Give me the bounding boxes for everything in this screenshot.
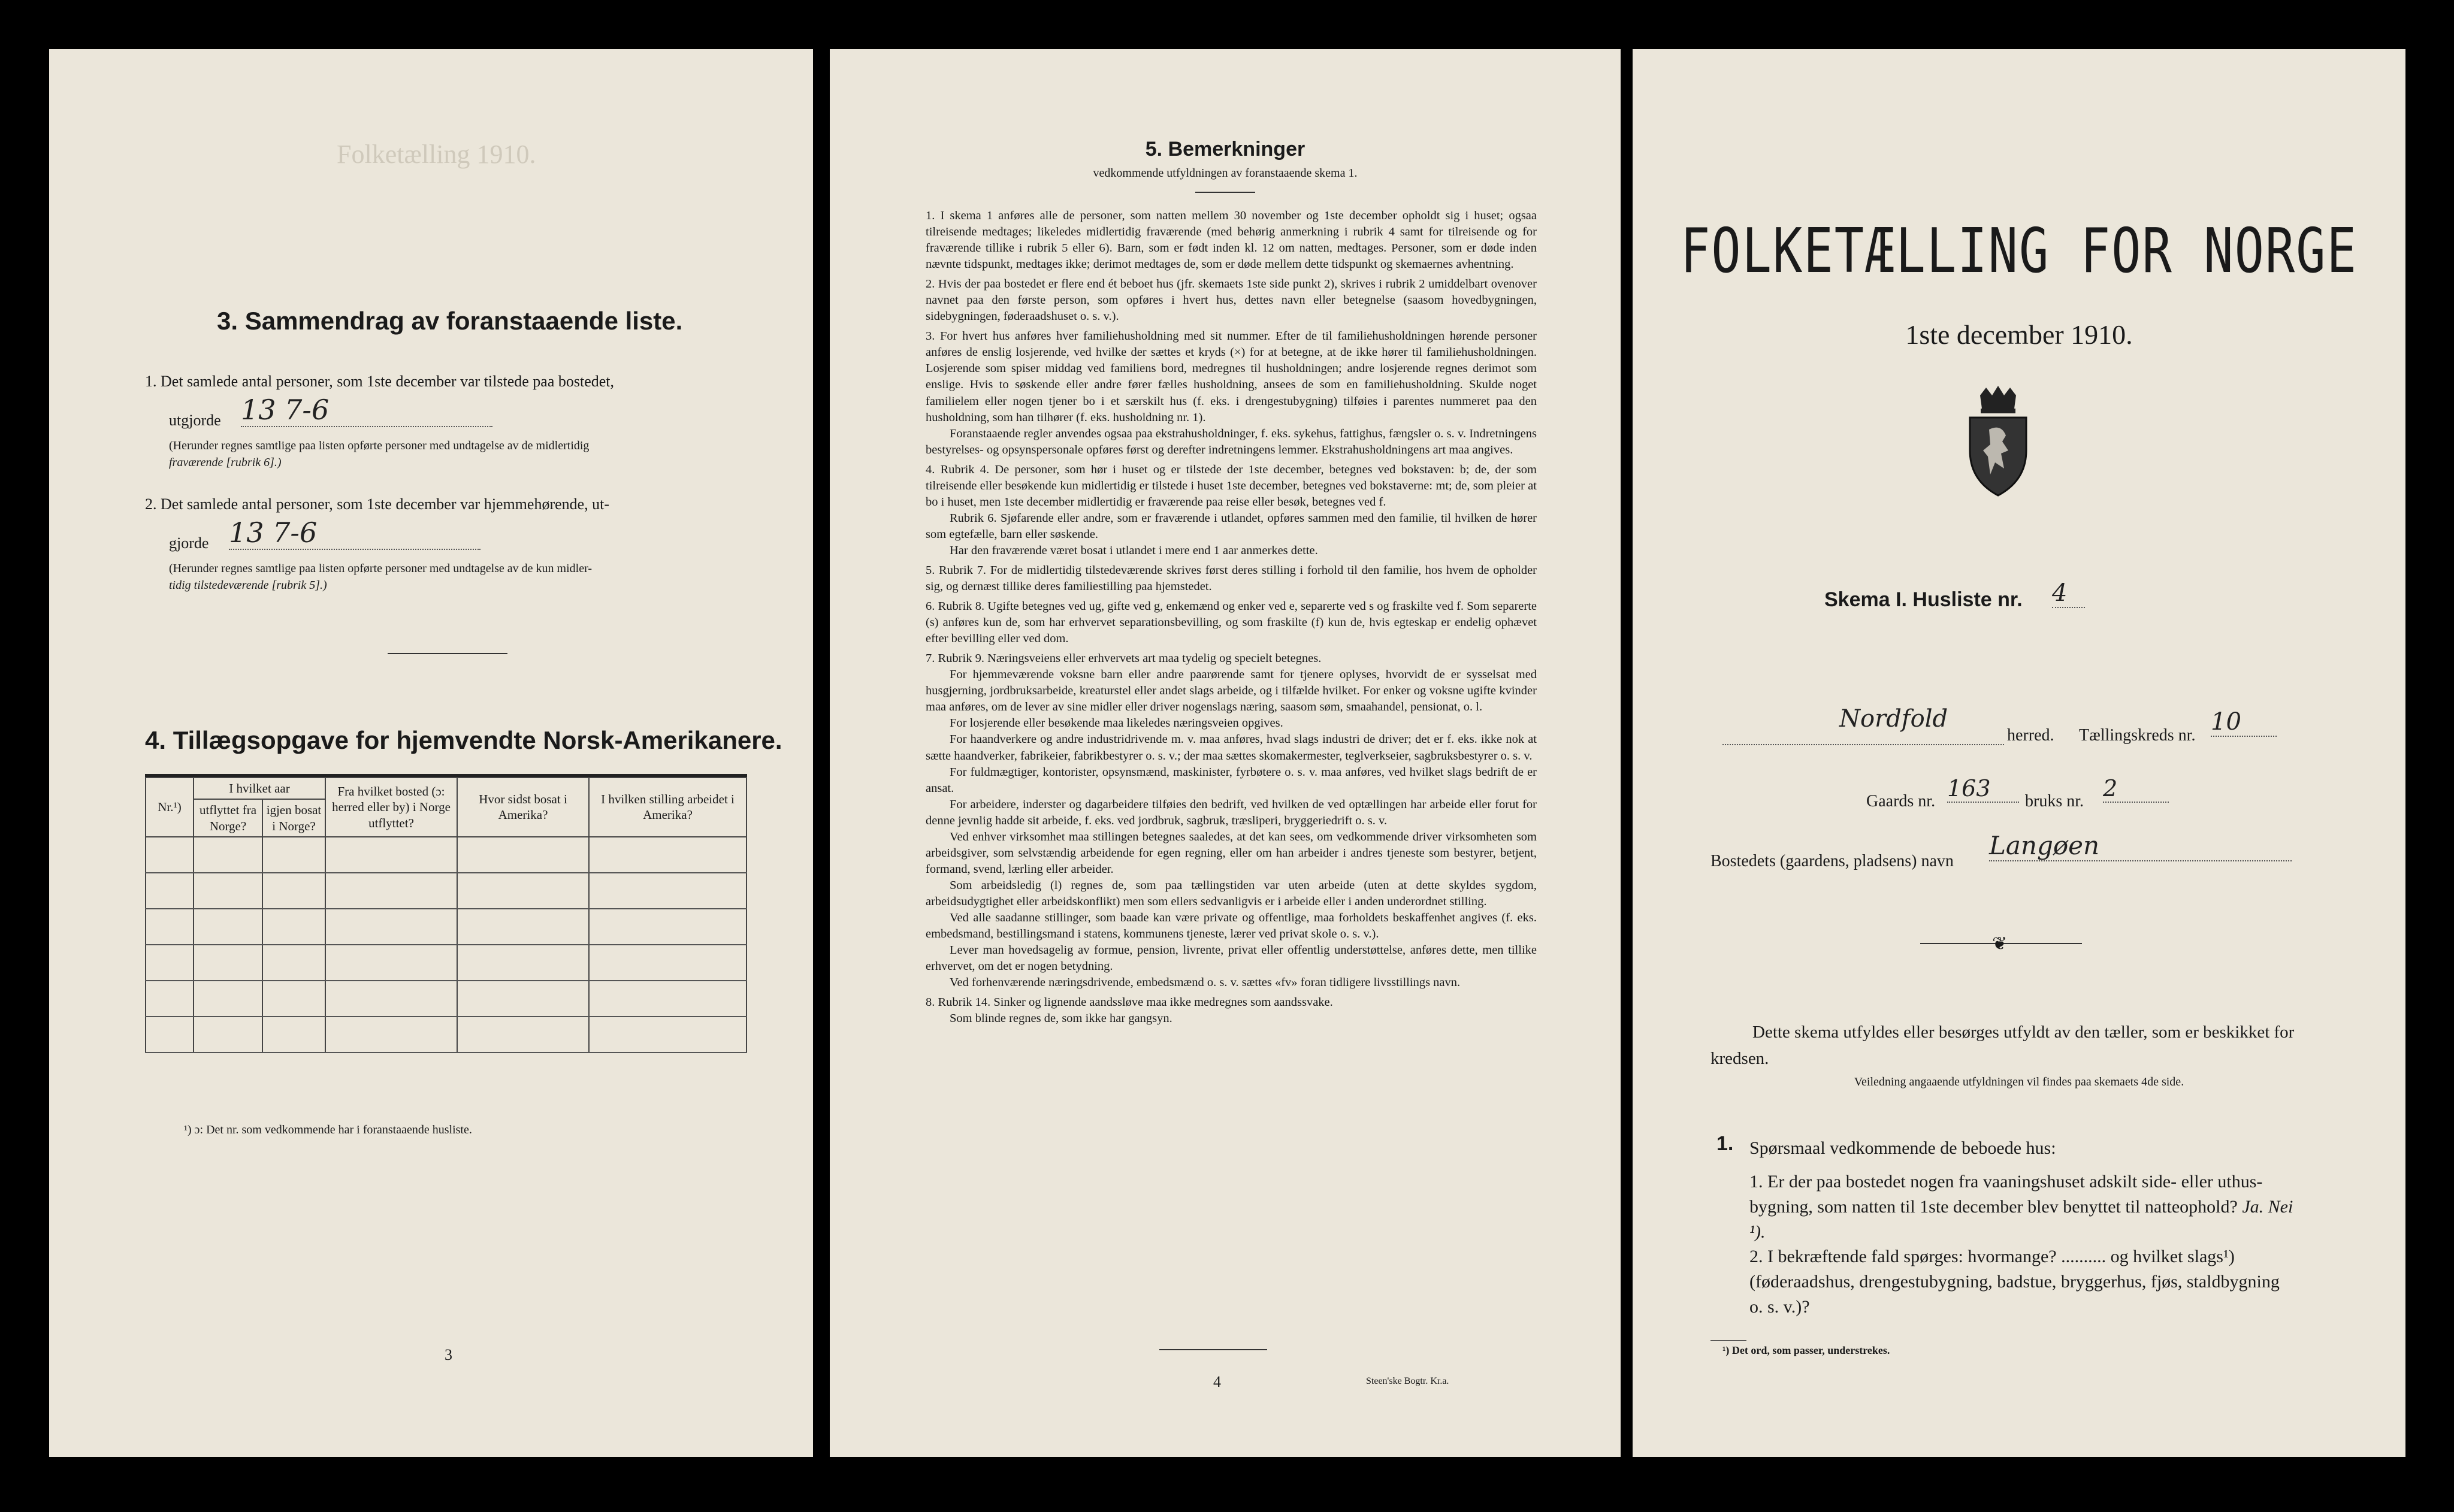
remark-paragraph: For arbeidere, inderster og dagarbeidere tilføies den bedrift, ved hvilken de ved optællingen har arbeide eller forut for denne jevnlig hadde sit arbeide, f. eks. ved jordbruk, sagbruk, træsliperi, bryggeriedrift o. s. v.	[926, 797, 1537, 827]
bruk-label: bruks nr.	[2025, 792, 2084, 811]
table-row	[146, 909, 747, 945]
item1-note2: fraværende [rubrik 6].)	[169, 456, 282, 469]
bosted-label: Bostedets (gaardens, pladsens) navn	[1710, 852, 1954, 870]
remark-paragraph: For haandverkere og andre industridrivende m. v. maa anføres, hvad slags industri de driver; det er f. eks. ikke nok at sætte haandverker, fabrikeier, fabrikbestyrer o. s. v.; der maa sættes skomakermester, teglverkseier, sagbruksbestyrer o. s. v.	[926, 733, 1537, 763]
col-igjen: igjen bosat i Norge?	[262, 799, 325, 837]
title-rule	[1195, 192, 1255, 193]
footnote-rule	[1710, 1340, 1746, 1341]
remark-paragraph: Lever man hovedsagelig av formue, pension, livrente, privat eller offentlig understøttelse, anføres dette, men tillike erhvervet, om det er nogen betydning.	[926, 944, 1537, 973]
kreds-label: Tællingskreds nr.	[2079, 726, 2196, 745]
herred-label: herred.	[2007, 726, 2054, 745]
remark-paragraph: 6. Rubrik 8. Ugifte betegnes ved ug, gifte ved g, enkemænd og enker ved e, separerte ved s og fraskilte ved f. Som separerte (s) anføres kun de, som har erhvervet separationsbevilling, og som fraskilte (f) kun de, hvis egteskap er endelig ophævet efter bevilling eller ved dom.	[926, 600, 1537, 646]
section4-title: 4. Tillægsopgave for hjemvendte Norsk-Amerikanere.	[145, 726, 782, 754]
remarks-body	[926, 208, 1537, 1027]
item2-label: gjorde	[169, 534, 209, 552]
divider	[388, 653, 507, 654]
section3-title: 3. Sammendrag av foranstaaende liste.	[217, 307, 683, 335]
remark-paragraph: Som blinde regnes de, som ikke har gangsyn.	[950, 1012, 1172, 1026]
table-row	[146, 837, 747, 873]
question-heading-number: 1.	[1716, 1132, 1734, 1155]
question-1	[1749, 1169, 2295, 1245]
footnote: ¹) Det ord, som passer, understrekes.	[1722, 1344, 1890, 1356]
instruction-1: Dette skema utfyldes eller besørges utfyldt av den tæller, som er beskikket for kredsen.	[1710, 1023, 2295, 1068]
schema-label: Skema I. Husliste nr.	[1824, 588, 2023, 611]
col-fra-bosted: Fra hvilket bosted (ɔ: herred eller by) i Norge utflyttet?	[325, 778, 457, 837]
item1-value: 13 7-6	[241, 394, 492, 427]
remark-paragraph: Ved forhenværende næringsdrivende, embedsmænd o. s. v. sættes «fv» foran tidligere livsstillings navn.	[950, 976, 1461, 990]
faint-header: Folketælling 1910.	[337, 140, 536, 169]
item2-value: 13 7-6	[229, 516, 480, 550]
left-page	[49, 49, 813, 1457]
bosted-value: Langøen	[1989, 831, 2292, 861]
printer-mark: Steen'ske Bogtr. Kr.a.	[1366, 1376, 1449, 1386]
col-group-aar: I hvilket aar	[194, 778, 325, 799]
remark-paragraph: Ved alle saadanne stillinger, som baade kan være private og offentlige, maa forholdets beskaffenhet angives (f. eks. embedsmand, bestillingsmand i statens, kommunens tjeneste, lærer ved privat skole o. s. v.).	[926, 911, 1537, 941]
item2-note1: (Herunder regnes samtlige paa listen opførte personer med undtagelse av de kun midler-	[169, 562, 593, 575]
remark-paragraph: Rubrik 6. Sjøfarende eller andre, som er fraværende i utlandet, opføres sammen med den familie, til hvilken de hører som egtefælle, barn eller søskende.	[926, 511, 1537, 541]
col-hvor-sidst: Hvor sidst bosat i Amerika?	[457, 778, 589, 837]
remark-paragraph: Har den fraværende været bosat i utlandet i mere end 1 aar anmerkes dette.	[950, 543, 1318, 557]
bruk-value: 2	[2103, 775, 2169, 803]
remark-paragraph: 2. Hvis der paa bostedet er flere end ét beboet hus (jfr. skemaets 1ste side punkt 2), skrives i rubrik 2 umiddelbart ovenover navnet paa den første person, som opføres i hvert hus, dettes navn eller betegnelse (saasom hovedbygningen, sidebygningen, føderaadshuset o. s. v.).	[926, 277, 1537, 323]
gaard-label: Gaards nr.	[1866, 792, 1936, 811]
instruction-2: Veiledning angaaende utfyldningen vil findes paa skemaets 4de side.	[1854, 1075, 2184, 1088]
right-page	[1633, 49, 2405, 1457]
remark-paragraph: 3. For hvert hus anføres hver familiehusholdning med sit nummer. Efter de til familiehusholdningen hørende personer anføres de enslig losjerende, ved hvilke der sættes et kryds (×) for at betegne, at de ikke hører til familiehusholdningen. Losjerende som spiser middag ved familiens bord, medregnes til husholdningen; andre losjerende regnes derimot som enslige. Hvis to søskende eller andre fører fælles husholdning, ansees de som en familiehusholdning. Skulde noget familielem eller nogen tjener bo i et særskilt hus (f. eks. i drengestubygning) tilføies i parentes nummeret paa den husholdning, som han tilhører (f. eks. husholdning nr. 1).	[926, 329, 1537, 424]
census-date: 1ste december 1910.	[1905, 319, 2133, 350]
bottom-rule	[1159, 1349, 1267, 1350]
question-heading: Spørsmaal vedkommende de beboede hus:	[1749, 1138, 2056, 1158]
question-2: 2. I bekræftende fald spørges: hvormange? .......... og hvilket slags¹) (føderaadshus, drengestubygning, badstue, bryggerhus, fjøs, staldbygning o. s. v.)?	[1749, 1247, 2280, 1317]
remark-paragraph: For fuldmægtiger, kontorister, opsynsmænd, maskinister, fyrbøtere o. s. v. maa anføres, ved hvilket slags bedrift de er ansat.	[926, 765, 1537, 795]
remark-paragraph: Foranstaaende regler anvendes ogsaa paa ekstrahusholdninger, f. eks. sykehus, fattighus, fængsler o. s. v. Indretningens bestyrelses- og opsynspersonale opføres først og derefter indretningens lemmer. Ekstrahusholdningens art maa angives.	[926, 427, 1537, 456]
remark-paragraph: For hjemmeværende voksne barn eller andre paarørende samt for tjenere oplyses, hvorvidt de er sysselsat med husgjerning, jordbruksarbeide, kreaturstel eller andet slags arbeide, og i tilfælde hvilket. For enker og voksne ugifte kvinder maa anføres, om de lever av sine midler eller driver nogenslags næring, saasom søm, smaahandel, pensionat, o. l.	[926, 668, 1537, 714]
bemerkninger-title: 5. Bemerkninger	[1145, 138, 1305, 161]
page-number-3: 3	[445, 1346, 452, 1363]
item2-text: 2. Det samlede antal personer, som 1ste december var hjemmehørende, ut-	[145, 495, 610, 513]
husliste-nr: 4	[2052, 579, 2085, 608]
remark-paragraph: 7. Rubrik 9. Næringsveiens eller erhvervets art maa tydelig og specielt betegnes.	[926, 652, 1322, 666]
question-1-answer: Ja. Nei ¹).	[1749, 1197, 2293, 1242]
remark-paragraph: Ved enhver virksomhet maa stillingen betegnes saaledes, at det kan sees, om vedkommende driver virksomheten som arbeidsgiver, som selvstændig arbeidende for egen regning, eller om han arbeider i andres tjeneste som bestyrer, betjent, formand, svend, lærling eller arbeider.	[926, 830, 1537, 876]
page-number-4: 4	[1213, 1373, 1221, 1390]
kreds-value: 10	[2211, 708, 2277, 737]
middle-page	[830, 49, 1621, 1457]
remark-paragraph: 8. Rubrik 14. Sinker og lignende aandssløve maa ikke medregnes som aandssvake.	[926, 996, 1333, 1009]
item2-note2: tidig tilstedeværende [rubrik 5].)	[169, 579, 327, 592]
question-1-text: 1. Er der paa bostedet nogen fra vaaningshuset adskilt side- eller uthus-bygning, som natten til 1ste december blev benyttet til natteophold?	[1749, 1172, 2263, 1217]
ornament-icon: ❦	[1992, 934, 2008, 954]
col-stilling: I hvilken stilling arbeidet i Amerika?	[589, 778, 747, 837]
gaard-value: 163	[1947, 775, 2019, 803]
item1-note1: (Herunder regnes samtlige paa listen opførte personer med undtagelse av de midlertidig	[169, 439, 590, 452]
remark-paragraph: 1. I skema 1 anføres alle de personer, som natten mellem 30 november og 1ste december opholdt sig i huset; ogsaa tilreisende medtages; likeledes midlertidig fraværende (med behørig anmerkning i rubrik 4 samt for tilreisende og for fraværende tillike i rubrik 5 eller 6). Barn, som er født inden kl. 12 om natten, medtages. Personer, som er døde inden nævnte tidspunkt, medtages ikke; derimot medtages de, som er døde mellem dette tidspunkt og skemaernes avhentning.	[926, 209, 1537, 271]
table-footnote: ¹) ɔ: Det nr. som vedkommende har i foranstaaende husliste.	[184, 1123, 472, 1136]
norsk-amerikanere-table	[145, 777, 747, 1053]
item1-text: 1. Det samlede antal personer, som 1ste december var tilstede paa bostedet,	[145, 373, 615, 390]
remark-paragraph: 5. Rubrik 7. For de midlertidig tilstedeværende skrives først deres stilling i forhold til den familie, hos hvem de opholder sig, og dernæst tillike deres familiestilling paa hjemstedet.	[926, 563, 1537, 594]
remark-paragraph: 4. Rubrik 4. De personer, som hør i huset og er tilstede der 1ste december, betegnes ved bokstaven: b; de, der som tilreisende eller besøkende kun midlertidig er tilstede i huset 1ste december, betegnes ved bokstaverne: mt; de, som pleier at bo i huset, men 1ste december midlertidig er fraværende paa reise eller besøk, betegnes ved f.	[926, 462, 1537, 509]
table-row	[146, 981, 747, 1017]
herred-value: Nordfold	[1839, 705, 1948, 733]
col-nr: Nr.¹)	[146, 778, 194, 837]
item1-label: utgjorde	[169, 412, 221, 429]
remark-paragraph: For losjerende eller besøkende maa likeledes næringsveien opgives.	[950, 716, 1283, 730]
table-row	[146, 1017, 747, 1053]
census-title: FOLKETÆLLING FOR NORGE	[1680, 216, 2358, 287]
remark-paragraph: Som arbeidsledig (l) regnes de, som paa tællingstiden var uten arbeide (uten at dette skyldes sygdom, arbeidsudygtighet eller arbeidskonflikt) men som ellers sedvanligvis er i arbeide eller i anden underordnet stilling.	[926, 878, 1537, 908]
col-utflyttet: utflyttet fra Norge?	[194, 799, 262, 837]
bemerkninger-subtitle: vedkommende utfyldningen av foranstaaende skema 1.	[1093, 167, 1358, 180]
norwegian-coat-of-arms-icon	[1959, 385, 2037, 498]
table-row	[146, 945, 747, 981]
table-row	[146, 873, 747, 909]
